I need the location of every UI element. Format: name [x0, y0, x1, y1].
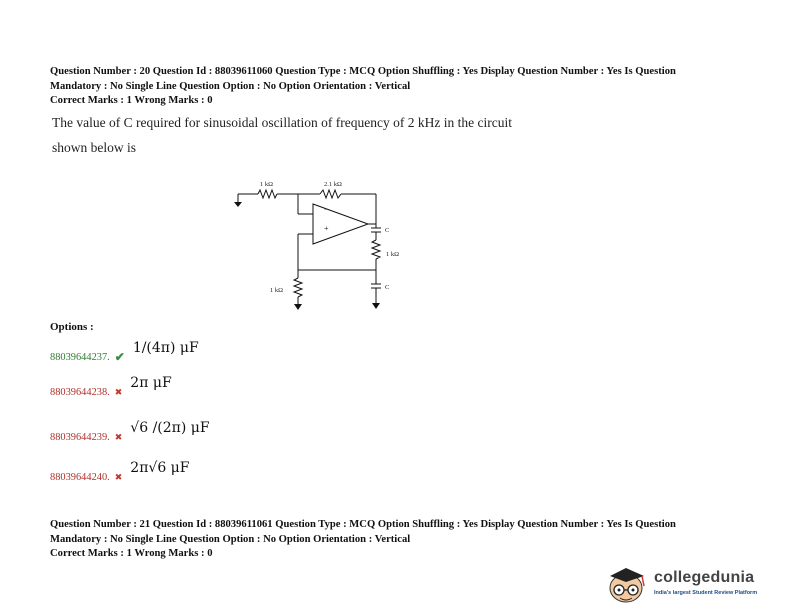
r-gnd-label: 1 kΩ: [270, 287, 283, 294]
option-4[interactable]: [50, 460, 190, 489]
cap2-label: C: [385, 284, 390, 291]
question-20-meta: [50, 65, 750, 109]
meta-line-2: Mandatory : No Single Line Question Option : No Option Orientation : Vertical: [50, 533, 411, 545]
option-id: 88039644239.: [50, 431, 110, 443]
check-icon: ✔: [114, 349, 125, 364]
plus-sign: +: [324, 224, 329, 233]
meta-line-1: Question Number : 20 Question Id : 88039611060 Question Type : MCQ Option Shuffling : Yes Display Question Number : Yes Is Question: [50, 66, 676, 77]
r-in-label: 1 kΩ: [260, 181, 273, 188]
cross-icon: ✖: [114, 386, 123, 397]
minus-sign: −: [324, 205, 329, 214]
cap1-label: C: [385, 227, 390, 234]
meta-line-2: Mandatory : No Single Line Question Option : No Option Orientation : Vertical: [50, 80, 411, 92]
circuit-diagram: [228, 176, 428, 316]
logo-name: collegedunia: [654, 569, 755, 586]
collegedunia-logo[interactable]: [604, 566, 788, 606]
option-value: 2π μF: [130, 375, 172, 391]
option-id: 88039644240.: [50, 471, 110, 483]
question-21-meta: [50, 518, 750, 562]
marks-line: Correct Marks : 1 Wrong Marks : 0: [50, 95, 213, 106]
question-text-line-2: shown below is: [52, 140, 136, 155]
question-text: [52, 110, 652, 160]
r-fb-label: 2.1 kΩ: [324, 181, 342, 188]
options-label: Options :: [50, 321, 94, 333]
option-2[interactable]: [50, 375, 172, 404]
option-id: 88039644238.: [50, 386, 110, 398]
option-1[interactable]: [50, 340, 199, 369]
meta-line-1: Question Number : 21 Question Id : 88039611061 Question Type : MCQ Option Shuffling : Yes Display Question Number : Yes Is Question: [50, 519, 676, 530]
question-text-line-1: The value of C required for sinusoidal oscillation of frequency of 2 kHz in the circuit: [52, 115, 512, 130]
option-value: 2π√6 μF: [130, 460, 190, 476]
logo-tagline: India's largest Student Review Platform: [654, 590, 758, 596]
option-id: 88039644237.: [50, 351, 110, 363]
option-value: √6 /(2π) μF: [130, 420, 210, 436]
cross-icon: ✖: [114, 431, 123, 442]
mascot-icon: [604, 566, 650, 604]
cross-icon: ✖: [114, 471, 123, 482]
option-value: 1/(4π) μF: [132, 340, 199, 356]
marks-line: Correct Marks : 1 Wrong Marks : 0: [50, 548, 213, 559]
r-series-label: 1 kΩ: [386, 251, 399, 258]
option-3[interactable]: [50, 420, 210, 449]
